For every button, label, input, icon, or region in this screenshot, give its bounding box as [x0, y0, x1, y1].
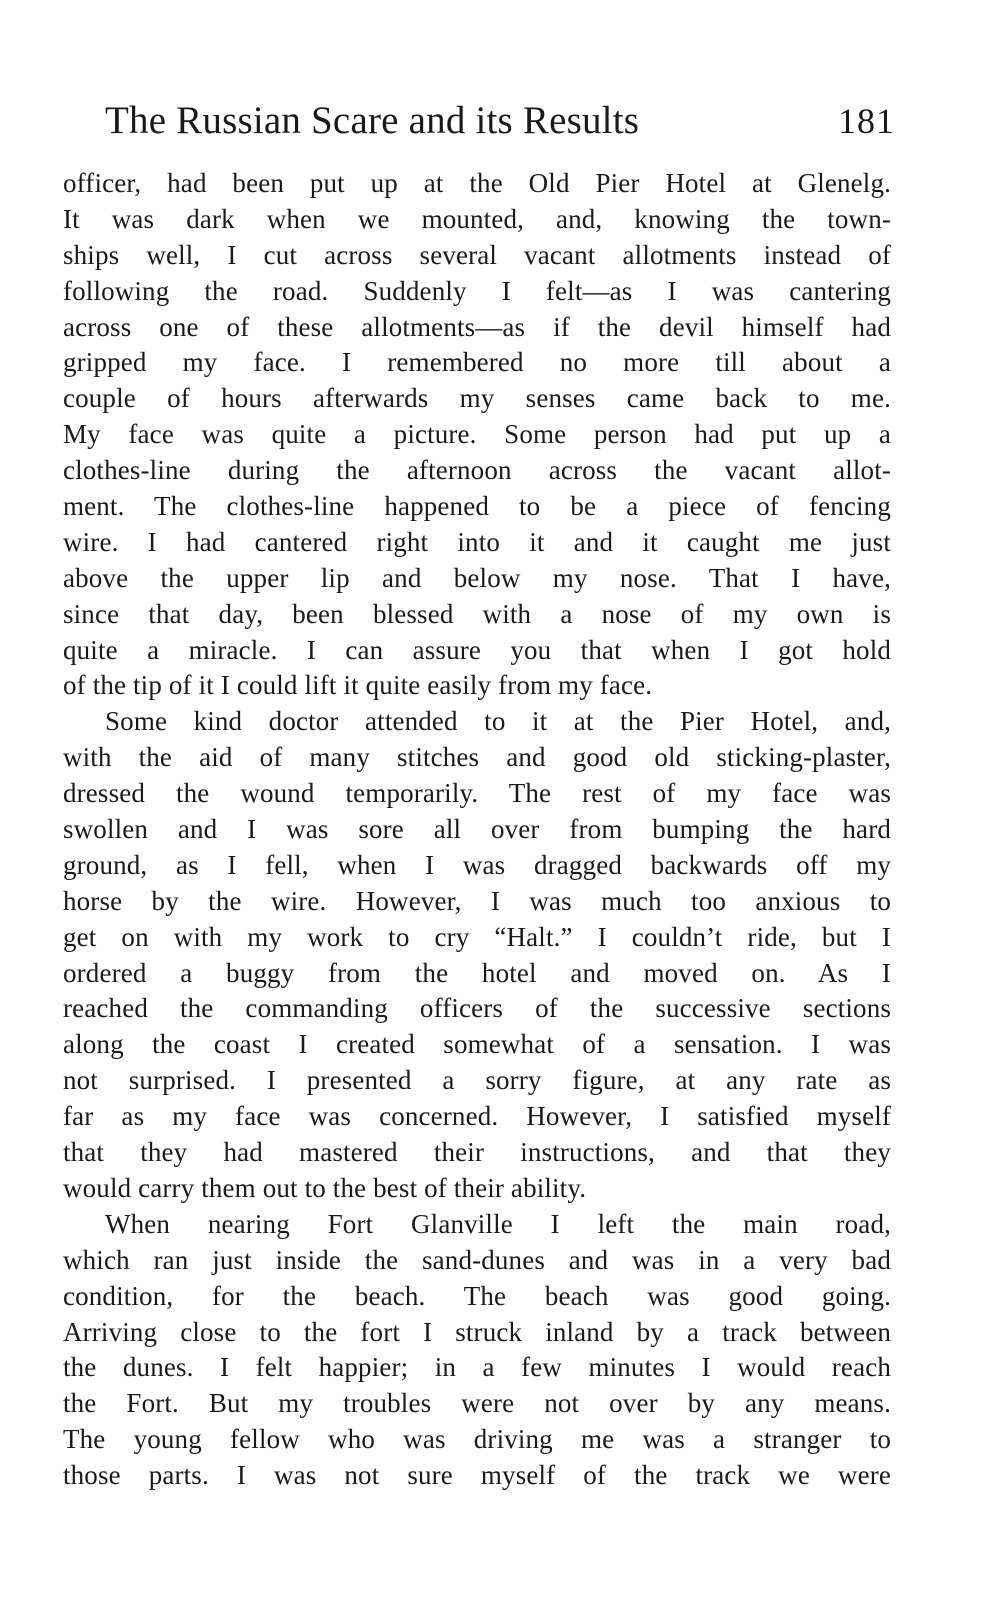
text-line: with the aid of many stitches and good old sticking-plaster,: [63, 742, 891, 773]
text-line: The young fellow who was driving me was a stranger to: [63, 1424, 891, 1455]
body-text: [63, 166, 891, 1494]
text-line: that they had mastered their instructions, and that they: [63, 1137, 891, 1168]
text-line: the Fort. But my troubles were not over by any means.: [63, 1388, 891, 1419]
text-line: far as my face was concerned. However, I satisfied myself: [63, 1101, 891, 1132]
text-line: following the road. Suddenly I felt—as I was cantering: [63, 275, 891, 306]
text-line: couple of hours afterwards my senses came back to me.: [63, 383, 891, 414]
text-line: those parts. I was not sure myself of the track we were: [63, 1460, 891, 1491]
text-line: clothes-line during the afternoon across the vacant allot-: [63, 455, 891, 486]
running-head: [105, 98, 895, 148]
text-line: ordered a buggy from the hotel and moved on. As I: [63, 957, 891, 988]
text-line: gripped my face. I remembered no more till about a: [63, 347, 891, 378]
page-number: 181: [838, 101, 895, 141]
paragraph-start-line: Some kind doctor attended to it at the Pier Hotel, and,: [105, 706, 891, 737]
text-line: of the tip of it I could lift it quite easily from my face.: [63, 670, 653, 701]
text-line: wire. I had cantered right into it and it caught me just: [63, 526, 891, 557]
text-line: ships well, I cut across several vacant allotments instead of: [63, 239, 891, 270]
text-line: since that day, been blessed with a nose of my own is: [63, 598, 891, 629]
text-line: get on with my work to cry “Halt.” I couldn’t ride, but I: [63, 921, 891, 952]
text-line: dressed the wound temporarily. The rest of my face was: [63, 778, 891, 809]
text-line: quite a miracle. I can assure you that when I got hold: [63, 634, 891, 665]
text-line: swollen and I was sore all over from bumping the hard: [63, 814, 891, 845]
text-line: which ran just inside the sand-dunes and was in a very bad: [63, 1244, 891, 1275]
text-line: ground, as I fell, when I was dragged backwards off my: [63, 849, 891, 880]
text-line: Arriving close to the fort I struck inland by a track between: [63, 1316, 891, 1347]
text-line: officer, had been put up at the Old Pier Hotel at Glenelg.: [63, 168, 891, 198]
text-line: along the coast I created somewhat of a sensation. I was: [63, 1029, 891, 1060]
text-line: above the upper lip and below my nose. That I have,: [63, 562, 891, 593]
running-title: The Russian Scare and its Results: [105, 99, 640, 142]
text-line: It was dark when we mounted, and, knowing the town-: [63, 203, 891, 234]
text-line: horse by the wire. However, I was much too anxious to: [63, 885, 891, 916]
text-line: the dunes. I felt happier; in a few minutes I would reach: [63, 1352, 891, 1383]
text-line: condition, for the beach. The beach was good going.: [63, 1280, 891, 1311]
text-line: ment. The clothes-line happened to be a piece of fencing: [63, 491, 891, 522]
text-line: across one of these allotments—as if the devil himself had: [63, 311, 891, 342]
text-line: would carry them out to the best of their ability.: [63, 1172, 587, 1203]
text-line: My face was quite a picture. Some person had put up a: [63, 419, 891, 450]
paragraph-start-line: When nearing Fort Glanville I left the main road,: [105, 1208, 891, 1239]
text-line: reached the commanding officers of the successive sections: [63, 993, 891, 1024]
text-line: not surprised. I presented a sorry figure, at any rate as: [63, 1065, 891, 1096]
